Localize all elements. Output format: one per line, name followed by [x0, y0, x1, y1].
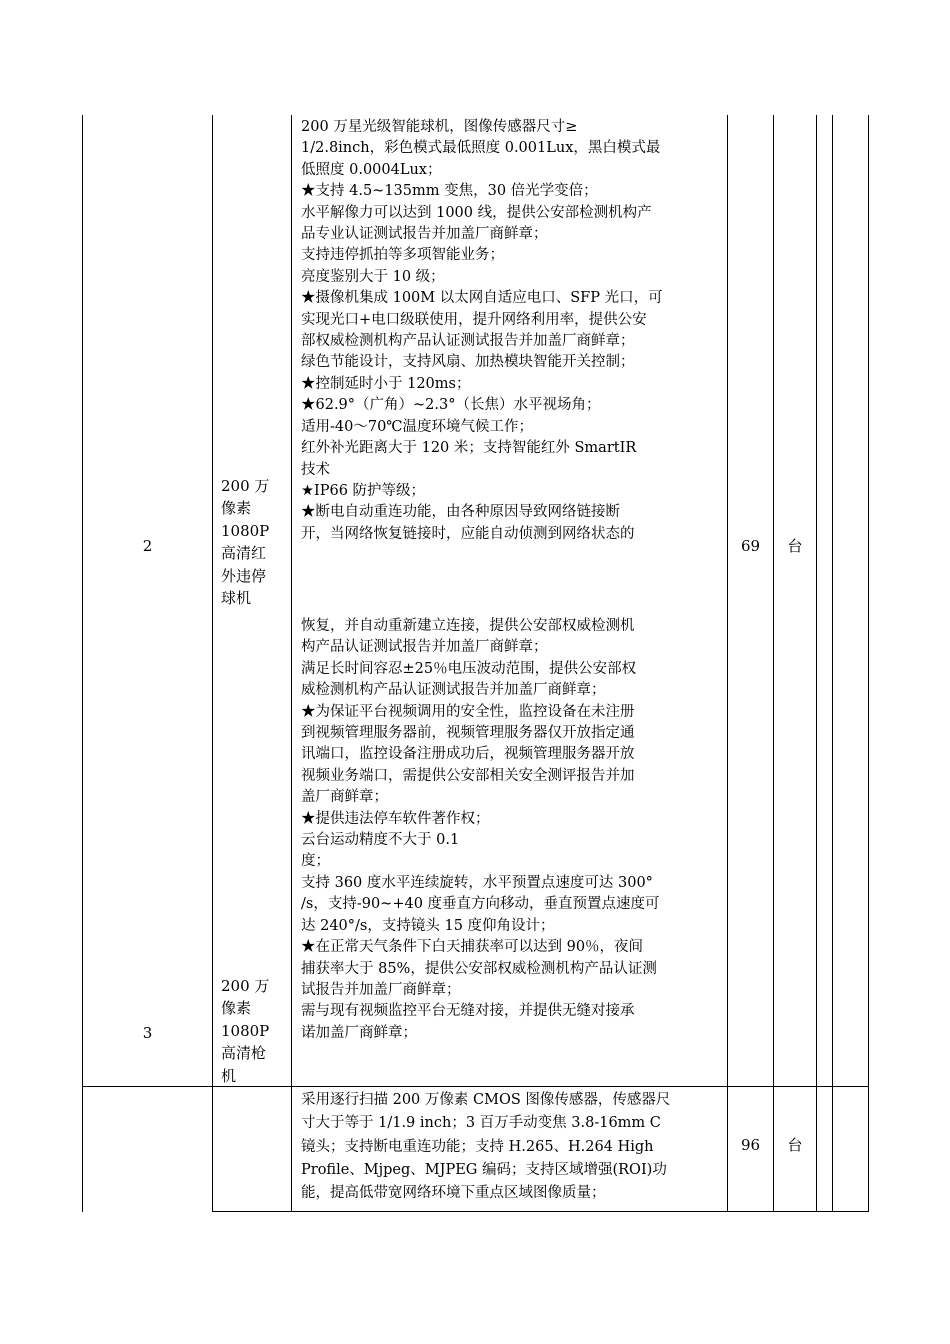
spec-line: ★在正常天气条件下白天捕获率可以达到 90％，夜间 — [301, 939, 644, 956]
spec-line: 200 万星光级智能球机，图像传感器尺寸≥ — [301, 119, 578, 135]
spec-line: 构产品认证测试报告并加盖厂商鲜章； — [301, 639, 548, 656]
spec-line: 实现光口+电口级联使用，提升网络利用率，提供公安 — [301, 311, 647, 328]
spec-line: 红外补光距离大于 120 米；支持智能红外 SmartIR — [301, 440, 637, 457]
table-divider-unit-price — [816, 115, 817, 1212]
spec-line: ★控制延时小于 120ms； — [301, 375, 471, 392]
spec-line: 低照度 0.0004Lux； — [301, 161, 442, 178]
row2-name-line: 球机 — [221, 589, 252, 608]
row3-number: 3 — [142, 1024, 153, 1042]
spec-line: 度； — [301, 853, 330, 870]
spec-line: ★IP66 防护等级； — [301, 482, 426, 499]
spec-line: 1/2.8inch，彩色模式最低照度 0.001Lux，黑白模式最 — [301, 140, 661, 157]
row2-number: 2 — [142, 537, 153, 555]
row2-name-line: 高清红 — [221, 544, 267, 563]
table-divider-name-spec — [291, 115, 292, 1212]
spec-line: 满足长时间容忍±25％电压波动范围，提供公安部权 — [301, 660, 637, 677]
spec-line: ★摄像机集成 100M 以太网自适应电口、SFP 光口，可 — [301, 290, 663, 307]
row3-unit: 台 — [787, 1136, 803, 1154]
spec-line: ★支持 4.5~135mm 变焦，30 倍光学变倍； — [301, 183, 598, 200]
spec-line: 讯端口，监控设备注册成功后，视频管理服务器开放 — [301, 746, 635, 763]
spec-line: ★提供违法停车软件著作权； — [301, 810, 490, 827]
row2-name-line: 1080P — [221, 521, 270, 540]
row3-quantity: 96 — [740, 1136, 761, 1154]
table-divider-qty-unit — [773, 115, 774, 1212]
row3-name-line: 1080P — [221, 1021, 270, 1040]
spec-line: 镜头；支持断电重连功能；支持 H.265、H.264 High — [301, 1138, 654, 1155]
spec-line: 品专业认证测试报告并加盖厂商鲜章； — [301, 226, 548, 243]
spec-line: 到视频管理服务器前，视频管理服务器仅开放指定通 — [301, 725, 635, 742]
spec-line: 部权威检测机构产品认证测试报告并加盖厂商鲜章； — [301, 333, 635, 350]
spec-line: 支持违停抓拍等多项智能业务； — [301, 247, 504, 264]
row3-spec — [301, 1089, 670, 1205]
spec-line: 诺加盖厂商鲜章； — [301, 1024, 417, 1041]
row2-name-line: 像素 — [221, 499, 252, 518]
table-border-right — [868, 115, 869, 1212]
spec-line: /s，支持-90~+40 度垂直方向移动，垂直预置点速度可 — [301, 896, 660, 913]
spec-line: ★断电自动重连功能，由各种原因导致网络链接断 — [301, 504, 620, 521]
spec-line: 捕获率大于 85%，提供公安部权威检测机构产品认证测 — [301, 960, 657, 977]
table-divider-no-name — [212, 115, 213, 1212]
table-border-left — [82, 115, 83, 1212]
spec-line: 水平解像力可以达到 1000 线，提供公安部检测机构产 — [301, 204, 652, 221]
spec-line: ★为保证平台视频调用的安全性，监控设备在未注册 — [301, 703, 635, 720]
spec-line: 支持 360 度水平连续旋转，水平预置点速度可达 300° — [301, 874, 653, 891]
spec-line: 达 240°/s，支持镜头 15 度仰角设计； — [301, 917, 555, 934]
spec-line: 视频业务端口，需提供公安部相关安全测评报告并加 — [301, 767, 635, 784]
row2-spec-top — [301, 117, 663, 545]
row2-unit: 台 — [787, 537, 803, 555]
row2-name-line: 200 万 — [221, 477, 270, 495]
row3-name-line: 200 万 — [221, 977, 270, 995]
table-bottom-line — [212, 1211, 869, 1212]
spec-line: 需与现有视频监控平台无缝对接，并提供无缝对接承 — [301, 1003, 635, 1020]
spec-line: 适用-40～70℃温度环境气候工作； — [301, 418, 534, 435]
spec-line: 寸大于等于 1/1.9 inch；3 百万手动变焦 3.8-16mm C — [301, 1115, 661, 1132]
row2-spec-bottom — [301, 616, 660, 1044]
spec-line: 恢复，并自动重新建立连接，提供公安部权威检测机 — [301, 618, 635, 634]
spec-line: 云台运动精度不大于 0.1 — [301, 832, 460, 849]
spec-line: 威检测机构产品认证测试报告并加盖厂商鲜章； — [301, 682, 606, 699]
table-divider-spec-qty — [727, 115, 728, 1212]
row3-name-line: 像素 — [221, 999, 252, 1018]
spec-line: 绿色节能设计，支持风扇、加热模块智能开关控制； — [301, 354, 635, 371]
row2-name-line: 外违停 — [221, 566, 267, 585]
spec-line: 试报告并加盖厂商鲜章； — [301, 981, 461, 998]
table-divider-price-total — [832, 115, 833, 1212]
row3-product-name — [221, 975, 291, 1087]
spec-line: ★62.9°（广角）~2.3°（长焦）水平视场角； — [301, 397, 601, 414]
row3-name-line: 机 — [221, 1066, 237, 1085]
spec-line: 盖厂商鲜章； — [301, 789, 388, 806]
row3-name-line: 高清枪 — [221, 1044, 267, 1063]
spec-line: 开，当网络恢复链接时，应能自动侦测到网络状态的 — [301, 525, 635, 542]
spec-line: 采用逐行扫描 200 万像素 CMOS 图像传感器，传感器尺 — [301, 1092, 671, 1108]
spec-line: 能，提高低带宽网络环境下重点区域图像质量； — [301, 1185, 606, 1202]
row-separator — [82, 1086, 869, 1087]
spec-line: 亮度鉴别大于 10 级； — [301, 268, 445, 285]
row2-quantity: 69 — [740, 537, 761, 555]
row2-product-name — [221, 475, 291, 609]
spec-line: Profile、Mjpeg、MJPEG 编码；支持区域增强(ROI)功 — [301, 1161, 667, 1178]
spec-line: 技术 — [301, 461, 330, 478]
